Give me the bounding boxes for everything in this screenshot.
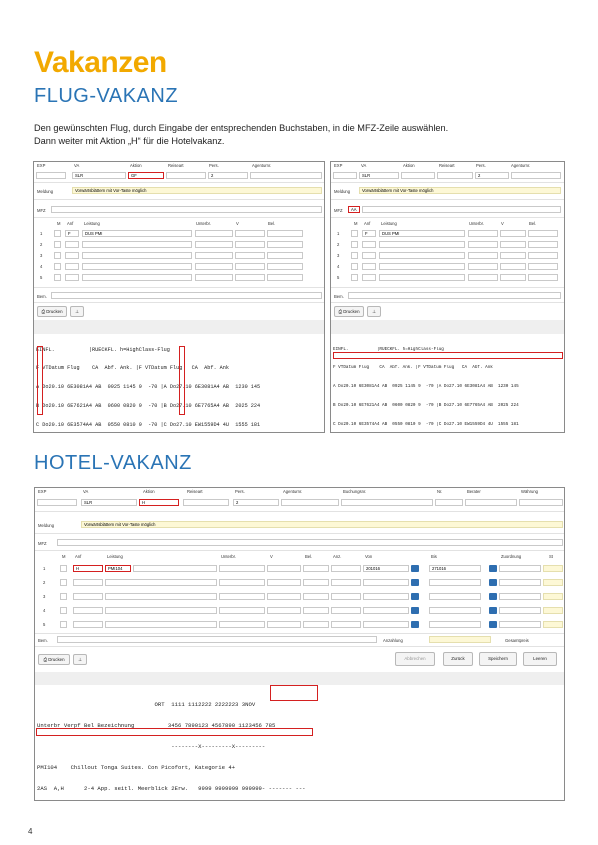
- row-checkbox[interactable]: [54, 263, 61, 270]
- row-number: 2: [40, 242, 43, 247]
- flight-screenshot-left: [33, 161, 325, 433]
- leistung-input[interactable]: DUS PMI: [379, 230, 465, 237]
- col-unterbr: Unterbr.: [196, 221, 211, 226]
- zuordnung-input[interactable]: [499, 579, 541, 586]
- agentur-input[interactable]: [250, 172, 322, 179]
- row-checkbox[interactable]: [60, 579, 67, 586]
- aktion-input[interactable]: [401, 172, 435, 179]
- col-aktion: Aktion: [130, 163, 142, 168]
- col-aktion: Aktion: [143, 489, 155, 494]
- form-header: [35, 488, 564, 496]
- terminal-line: --------X---------X---------: [37, 743, 266, 750]
- anf-input[interactable]: F: [65, 230, 79, 237]
- unterbr-input[interactable]: [219, 621, 265, 628]
- anf-input[interactable]: [362, 252, 376, 259]
- col-exp: EXP: [37, 163, 46, 168]
- anf-input[interactable]: [362, 241, 376, 248]
- exp-input[interactable]: [333, 172, 357, 179]
- col-pers: Pers.: [209, 163, 219, 168]
- terminal-line: EINFL. |RUECKFL. h=HighClass-Flug: [36, 346, 170, 353]
- col-anf: Anf: [67, 221, 74, 226]
- v-input[interactable]: [500, 263, 526, 270]
- leistung-input[interactable]: [105, 593, 217, 600]
- row-number: 5: [43, 622, 46, 627]
- col-agentur: Agenturnr.: [511, 163, 531, 168]
- row-checkbox[interactable]: [60, 565, 67, 572]
- terminal-line: A Do20.10 6E3081A4 AB 0925 1145 9 -70 |A Do27.10 6E3081A4 AB 1230 145: [333, 384, 519, 390]
- col-von: Von: [365, 554, 373, 559]
- col-bel: Bel.: [529, 221, 537, 226]
- va-input[interactable]: SLR: [359, 172, 399, 179]
- col-anf: Anf: [75, 554, 82, 559]
- printer-icon: ⎙: [43, 657, 47, 662]
- va-input[interactable]: SLR: [81, 499, 137, 506]
- unterbr-input[interactable]: [468, 263, 498, 270]
- unterbr-input[interactable]: [219, 565, 265, 572]
- aktion-input[interactable]: GF: [128, 172, 164, 179]
- pin-button[interactable]: [70, 306, 84, 317]
- mfz-input[interactable]: AA: [348, 206, 360, 213]
- col-nr: Nr.: [437, 489, 443, 494]
- terminal-line: F VTDatum Flug CA Abf. Ank. |F VTDatum Flug CA Abf. Ank: [333, 365, 493, 371]
- bel-input[interactable]: [267, 230, 303, 237]
- print-button[interactable]: [38, 654, 70, 665]
- anz-input[interactable]: [331, 593, 361, 600]
- section-title-hotel: HOTEL-VAKANZ: [34, 452, 192, 474]
- reiseart-input[interactable]: [437, 172, 473, 179]
- row-checkbox[interactable]: [351, 252, 358, 259]
- bel-input[interactable]: [267, 252, 303, 259]
- bel-input[interactable]: [303, 579, 329, 586]
- meldung-label: Meldung: [37, 189, 54, 194]
- form-header: [331, 162, 564, 169]
- hotel-terminal: [37, 687, 562, 798]
- col-reiseart: Reiseart: [168, 163, 184, 168]
- col-v: V: [270, 554, 273, 559]
- clear-button[interactable]: Leeren: [523, 652, 557, 666]
- bel-input[interactable]: [267, 241, 303, 248]
- page-number: 4: [28, 827, 33, 836]
- calendar-icon[interactable]: [489, 565, 497, 572]
- anf-input[interactable]: H: [73, 565, 103, 572]
- meldung-label: Meldung: [38, 523, 55, 528]
- col-waehrung: Währung: [521, 489, 538, 494]
- calendar-icon[interactable]: [411, 621, 419, 628]
- anf-input[interactable]: [362, 274, 376, 281]
- anz-input[interactable]: [331, 607, 361, 614]
- col-v: V: [501, 221, 504, 226]
- leistung-input[interactable]: [105, 621, 217, 628]
- berater-input[interactable]: [465, 499, 517, 506]
- col-va: VA: [83, 489, 89, 494]
- col-unterbr: Unterbr.: [469, 221, 484, 226]
- anf-input[interactable]: [73, 607, 103, 614]
- col-pers: Pers.: [476, 163, 486, 168]
- von-input[interactable]: 201016: [363, 565, 409, 572]
- calendar-icon[interactable]: [489, 607, 497, 614]
- zuordnung-input[interactable]: [499, 593, 541, 600]
- row-number: 4: [40, 264, 43, 269]
- anf-input[interactable]: [73, 579, 103, 586]
- pers-input[interactable]: 2: [208, 172, 248, 179]
- bel-input[interactable]: [303, 565, 329, 572]
- col-aktion: Aktion: [403, 163, 415, 168]
- section-title-flight: FLUG-VAKANZ: [34, 85, 179, 107]
- terminal-line: ORT 1111 1112222 2222223 3NOV: [37, 701, 256, 708]
- v-input[interactable]: [500, 241, 526, 248]
- bem-input[interactable]: [57, 636, 377, 643]
- exp-input[interactable]: [36, 172, 66, 179]
- row-number: 3: [43, 594, 46, 599]
- leistung-input[interactable]: [105, 607, 217, 614]
- anf-input[interactable]: [65, 252, 79, 259]
- anz-input[interactable]: [331, 579, 361, 586]
- exp-input[interactable]: [37, 499, 77, 506]
- anf-input[interactable]: [65, 263, 79, 270]
- col-v: V: [236, 221, 239, 226]
- form-header: [34, 162, 324, 169]
- bis-input[interactable]: [429, 621, 481, 628]
- leistung-input[interactable]: [82, 274, 192, 281]
- pin-icon: ⊥: [75, 309, 79, 314]
- col-agentur: Agenturnr.: [252, 163, 272, 168]
- calendar-icon[interactable]: [411, 565, 419, 572]
- va-input[interactable]: SLR: [72, 172, 126, 179]
- terminal-line: F VTDatum Flug CA Abf. Ank. |F VTDatum Flug CA Abf. Ank: [36, 365, 230, 372]
- anz-input[interactable]: [331, 565, 361, 572]
- pin-icon: ⊥: [372, 309, 376, 314]
- v-input[interactable]: [267, 621, 301, 628]
- anz-input[interactable]: [331, 621, 361, 628]
- row-checkbox[interactable]: [351, 263, 358, 270]
- unterbr-input[interactable]: [195, 274, 233, 281]
- calendar-icon[interactable]: [411, 607, 419, 614]
- terminal-line: Unterbr Verpf Bel Bezeichnung 3456 7890123 4567890 1123456 785: [37, 722, 276, 729]
- mfz-label: MFZ: [37, 208, 46, 213]
- v-input[interactable]: [267, 579, 301, 586]
- anf-input[interactable]: [65, 274, 79, 281]
- col-zuordnung: Zuordnung: [501, 554, 522, 559]
- col-agentur: Agenturnr.: [283, 489, 303, 494]
- bem-input[interactable]: [348, 292, 561, 299]
- row-number: 1: [337, 231, 340, 236]
- row-number: 1: [43, 566, 46, 571]
- leistung-input[interactable]: [82, 252, 192, 259]
- leistung-input[interactable]: [379, 241, 465, 248]
- terminal-line: B Do20.10 6E7621A4 AB 0600 0820 9 -70 |B Do27.10 6E7765A4 AB 2025 224: [36, 403, 261, 410]
- bel-input[interactable]: [303, 621, 329, 628]
- unterbr-input[interactable]: [468, 252, 498, 259]
- col-m: M: [62, 554, 66, 559]
- printer-icon: ⎙: [338, 309, 342, 314]
- row-checkbox[interactable]: [351, 230, 358, 237]
- anf-input[interactable]: [73, 621, 103, 628]
- row-checkbox[interactable]: [60, 607, 67, 614]
- v-input[interactable]: [235, 263, 265, 270]
- anf-input[interactable]: [73, 593, 103, 600]
- bel-input[interactable]: [267, 263, 303, 270]
- mfz-label: MFZ: [334, 208, 343, 213]
- terminal-line: 2AS A,H 2-4 App. seitl. Meerblick 2Erw. 9999 9999999 999999- ------- ---: [37, 785, 306, 792]
- status-field: [543, 621, 563, 628]
- col-reiseart: Reiseart: [187, 489, 203, 494]
- terminal-line: A Do20.10 6E3081A4 AB 0925 1145 9 -70 |A Do27.10 6E3081A4 AB 1230 145: [36, 384, 261, 391]
- bel-input[interactable]: [528, 263, 558, 270]
- bis-input[interactable]: [429, 593, 481, 600]
- print-button-label: Drucken: [343, 309, 360, 314]
- bel-input[interactable]: [528, 274, 558, 281]
- zuordnung-input[interactable]: [499, 621, 541, 628]
- unterbr-input[interactable]: [468, 241, 498, 248]
- v-input[interactable]: [500, 274, 526, 281]
- status-field: [543, 593, 563, 600]
- calendar-icon[interactable]: [489, 621, 497, 628]
- unterbr-input[interactable]: [219, 593, 265, 600]
- row-checkbox[interactable]: [54, 241, 61, 248]
- row-number: 1: [40, 231, 43, 236]
- bel-input[interactable]: [303, 607, 329, 614]
- unterbr-input[interactable]: [195, 230, 233, 237]
- col-reiseart: Reiseart: [439, 163, 455, 168]
- unterbr-input[interactable]: [468, 274, 498, 281]
- pers-input[interactable]: 2: [475, 172, 509, 179]
- unterbr-input[interactable]: [195, 241, 233, 248]
- von-input[interactable]: [363, 593, 409, 600]
- bem-label: Bem.: [38, 638, 48, 643]
- terminal-line: C Do20.10 6E3574A4 AB 0550 0810 9 -70 |C Do27.10 EW1559D4 4U 1555 181: [333, 422, 519, 428]
- bel-input[interactable]: [267, 274, 303, 281]
- anzahlung-field: [429, 636, 491, 643]
- v-input[interactable]: [235, 252, 265, 259]
- buchungsnr-input[interactable]: [341, 499, 433, 506]
- pin-button[interactable]: [73, 654, 87, 665]
- save-button[interactable]: Speichern: [479, 652, 517, 666]
- v-input[interactable]: [500, 230, 526, 237]
- row-number: 5: [40, 275, 43, 280]
- reiseart-input[interactable]: [183, 499, 229, 506]
- printer-icon: ⎙: [41, 309, 45, 314]
- col-exp: EXP: [38, 489, 47, 494]
- meldung-field: Vorwärtsblättern mit Vor-Taste möglich: [81, 521, 563, 528]
- terminal-line: C Do20.10 6E3574A4 AB 0550 0810 9 -70 |C Do27.10 EW1559D4 4U 1555 181: [36, 422, 261, 429]
- calendar-icon[interactable]: [411, 593, 419, 600]
- col-bel: Bel.: [268, 221, 276, 226]
- anf-input[interactable]: [362, 263, 376, 270]
- bel-input[interactable]: [303, 593, 329, 600]
- von-input[interactable]: [363, 579, 409, 586]
- col-leistung: Leistung: [84, 221, 100, 226]
- bel-input[interactable]: [528, 241, 558, 248]
- terminal-line: EINFL. |RUECKFL. h=HighClass-Flug: [333, 346, 444, 352]
- bel-input[interactable]: [528, 230, 558, 237]
- col-leistung: Leistung: [381, 221, 397, 226]
- col-bel: Bel.: [305, 554, 313, 559]
- row-checkbox[interactable]: [60, 621, 67, 628]
- col-berater: Berater: [467, 489, 481, 494]
- row-checkbox[interactable]: [54, 252, 61, 259]
- col-buchungsnr: Buchungsnr.: [343, 489, 367, 494]
- leistung-input[interactable]: [379, 252, 465, 259]
- col-m: M: [354, 221, 358, 226]
- meldung-field: Vorwärtsblättern mit Vor-Taste möglich: [72, 187, 322, 194]
- intro-text: [34, 122, 448, 148]
- reiseart-input[interactable]: [166, 172, 206, 179]
- anf-input[interactable]: [65, 241, 79, 248]
- zuordnung-input[interactable]: [499, 565, 541, 572]
- row-number: 3: [40, 253, 43, 258]
- col-bis: Bis: [431, 554, 437, 559]
- col-va: VA: [74, 163, 80, 168]
- row-checkbox[interactable]: [351, 241, 358, 248]
- leistung-input[interactable]: [379, 274, 465, 281]
- unterbr-input[interactable]: [219, 579, 265, 586]
- bem-label: Bem.: [37, 294, 47, 299]
- status-field: [543, 607, 563, 614]
- col-anf: Anf: [364, 221, 371, 226]
- row-number: 4: [337, 264, 340, 269]
- von-input[interactable]: [363, 621, 409, 628]
- leistung-input[interactable]: [379, 263, 465, 270]
- print-button-label: Drucken: [48, 657, 65, 662]
- calendar-icon[interactable]: [489, 579, 497, 586]
- unterbr-input[interactable]: [195, 263, 233, 270]
- mfz-input[interactable]: [57, 539, 563, 546]
- cancel-button[interactable]: Abbrechen: [395, 652, 435, 666]
- print-button[interactable]: [37, 306, 67, 317]
- waehrung-input[interactable]: [519, 499, 563, 506]
- gesamtpreis-label: Gesamtpreis: [505, 638, 529, 643]
- mfz-label: MFZ: [38, 541, 47, 546]
- row-number: 4: [43, 608, 46, 613]
- mfz-input[interactable]: [51, 206, 322, 213]
- row-checkbox[interactable]: [351, 274, 358, 281]
- calendar-icon[interactable]: [489, 593, 497, 600]
- leistung-input[interactable]: [82, 263, 192, 270]
- mfz-input-rest[interactable]: [362, 206, 561, 213]
- bel-input[interactable]: [528, 252, 558, 259]
- unterbr-input[interactable]: [195, 252, 233, 259]
- leistung-input[interactable]: DUS PMI: [82, 230, 192, 237]
- col-va: VA: [361, 163, 367, 168]
- v-input[interactable]: [267, 593, 301, 600]
- v-input[interactable]: [235, 230, 265, 237]
- pin-button[interactable]: [367, 306, 381, 317]
- hotel-screenshot: [34, 487, 565, 801]
- leistung-input[interactable]: [105, 579, 217, 586]
- bis-input[interactable]: [429, 607, 481, 614]
- terminal-line: B Do20.10 6E7621A4 AB 0600 0820 9 -70 |B Do27.10 6E7765A4 AB 2025 224: [333, 403, 519, 409]
- leistung-input[interactable]: PMI104: [105, 565, 131, 572]
- row-checkbox[interactable]: [54, 230, 61, 237]
- aktion-input[interactable]: H: [139, 499, 179, 506]
- col-m: M: [57, 221, 61, 226]
- intro-line-1: Den gewünschten Flug, durch Eingabe der entsprechenden Buchstaben, in die MFZ-Zeile auswählen.: [34, 123, 449, 133]
- unterbr-input[interactable]: [219, 607, 265, 614]
- pin-icon: ⊥: [78, 657, 82, 662]
- bem-input[interactable]: [51, 292, 322, 299]
- col-leistung: Leistung: [107, 554, 123, 559]
- bis-input[interactable]: [429, 579, 481, 586]
- row-number: 3: [337, 253, 340, 258]
- agentur-input[interactable]: [281, 499, 339, 506]
- zuordnung-input[interactable]: [499, 607, 541, 614]
- leistung-input-rest[interactable]: [133, 565, 217, 572]
- col-anz: Anz.: [333, 554, 342, 559]
- print-button[interactable]: [334, 306, 364, 317]
- page-title: Vakanzen: [34, 46, 167, 79]
- v-input[interactable]: [267, 607, 301, 614]
- bis-input[interactable]: 271016: [429, 565, 481, 572]
- v-input[interactable]: [500, 252, 526, 259]
- leistung-input[interactable]: [82, 241, 192, 248]
- meldung-field: Vorwärtsblättern mit Vor-Taste möglich: [359, 187, 561, 194]
- v-input[interactable]: [235, 274, 265, 281]
- bem-label: Bem.: [334, 294, 344, 299]
- von-input[interactable]: [363, 607, 409, 614]
- print-button-label: Drucken: [46, 309, 63, 314]
- meldung-label: Meldung: [334, 189, 351, 194]
- row-number: 2: [43, 580, 46, 585]
- col-pers: Pers.: [235, 489, 245, 494]
- unterbr-input[interactable]: [468, 230, 498, 237]
- col-unterbr: Unterbr.: [221, 554, 236, 559]
- flight-screenshot-right: [330, 161, 565, 433]
- anzahlung-label: Anzahlung: [383, 638, 403, 643]
- status-field: [543, 565, 563, 572]
- pers-input[interactable]: 2: [233, 499, 279, 506]
- row-checkbox[interactable]: [60, 593, 67, 600]
- row-number: 5: [337, 275, 340, 280]
- flight-terminal-left: [36, 334, 322, 430]
- intro-line-2: Dann weiter mit Aktion „H“ für die Hotelvakanz.: [34, 136, 225, 146]
- back-button[interactable]: Zurück: [443, 652, 473, 666]
- flight-terminal-right: [333, 334, 562, 430]
- col-exp: EXP: [334, 163, 343, 168]
- col-st: St: [549, 554, 553, 559]
- agentur-input[interactable]: [511, 172, 561, 179]
- anf-input[interactable]: F: [362, 230, 376, 237]
- status-field: [543, 579, 563, 586]
- row-number: 2: [337, 242, 340, 247]
- terminal-line: PMI104 Chillout Tonga Suites. Con Picofort, Kategorie 4+: [37, 764, 236, 771]
- nr-input[interactable]: [435, 499, 463, 506]
- calendar-icon[interactable]: [411, 579, 419, 586]
- v-input[interactable]: [267, 565, 301, 572]
- row-checkbox[interactable]: [54, 274, 61, 281]
- v-input[interactable]: [235, 241, 265, 248]
